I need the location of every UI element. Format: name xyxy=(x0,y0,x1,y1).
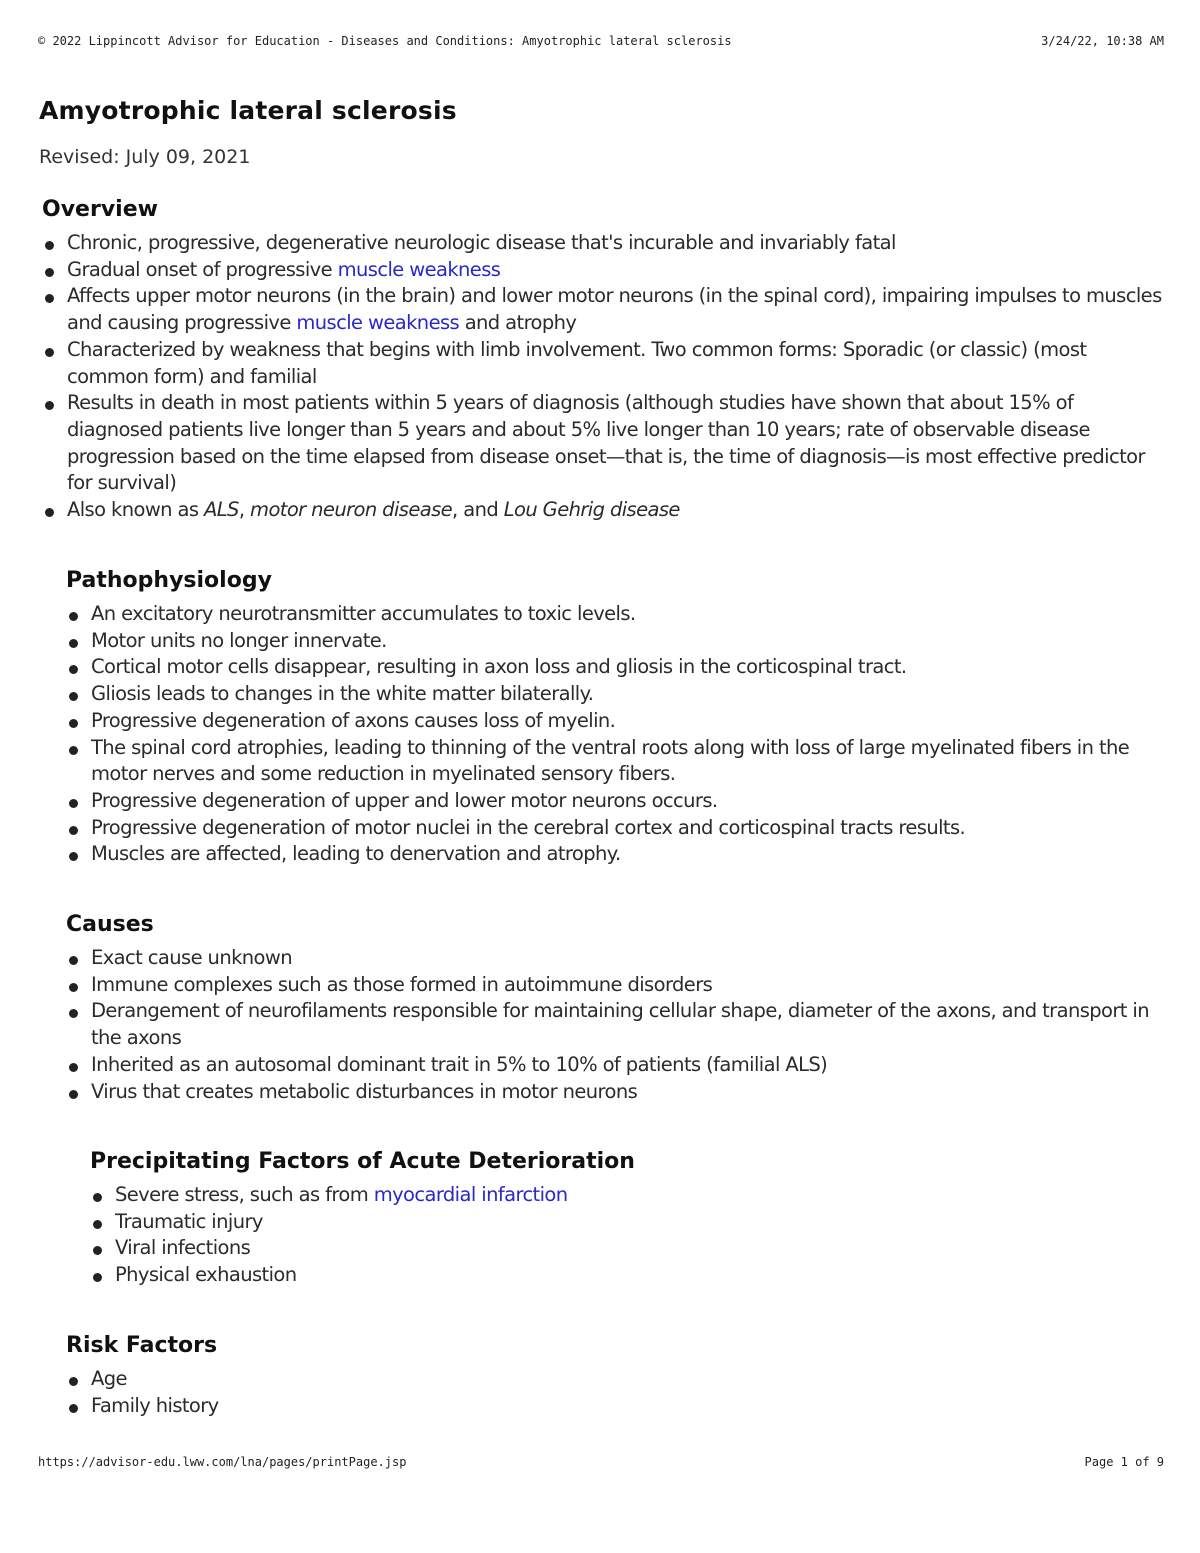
revised-date xyxy=(39,146,250,168)
alias-als: ALS xyxy=(204,498,239,522)
list-item: Viral infections xyxy=(90,1235,1160,1262)
overview-list xyxy=(42,230,1172,524)
page-number: Page 1 of 9 xyxy=(1084,1455,1164,1469)
revised-label: Revised: xyxy=(39,146,120,168)
causes-heading: Causes xyxy=(66,912,154,937)
list-item-text: and atrophy xyxy=(459,311,577,335)
muscle-weakness-link[interactable]: muscle weakness xyxy=(337,257,501,281)
pathophysiology-heading: Pathophysiology xyxy=(66,568,272,593)
page-title: Amyotrophic lateral sclerosis xyxy=(39,96,457,125)
list-item-text: Severe stress, such as from xyxy=(115,1183,374,1206)
list-item: Progressive degeneration of axons causes loss of myelin. xyxy=(66,708,1166,735)
list-item: Age xyxy=(66,1366,1166,1393)
pathophysiology-list xyxy=(66,601,1166,868)
list-item: Progressive degeneration of upper and lower motor neurons occurs. xyxy=(66,788,1166,815)
list-item: Virus that creates metabolic disturbances in motor neurons xyxy=(66,1079,1166,1106)
list-item: Gliosis leads to changes in the white matter bilaterally. xyxy=(66,681,1166,708)
causes-section xyxy=(66,912,1166,1105)
pathophysiology-section xyxy=(66,568,1166,868)
myocardial-infarction-link[interactable]: myocardial infarction xyxy=(373,1183,568,1206)
list-item-text: Results in death in most patients within 5 years of diagnosis (although studies have shown that about 15% of diagnosed patients live longer than 5 years and about 5% live longer than 10 years; rate of observable disease progression based on the time elapsed from disease onset—that is, the time of diagnosis—is most effective predictor for survival) xyxy=(67,391,1145,495)
list-item-text: Gradual onset of progressive xyxy=(67,257,338,281)
list-item-text: , and xyxy=(452,498,504,522)
overview-heading: Overview xyxy=(42,197,158,222)
list-item: Cortical motor cells disappear, resulting in axon loss and gliosis in the corticospinal tract. xyxy=(66,654,1166,681)
list-item: Motor units no longer innervate. xyxy=(66,628,1166,655)
list-item xyxy=(42,337,1172,390)
precipitating-factors-section xyxy=(90,1149,1160,1289)
risk-factors-section xyxy=(66,1333,1166,1419)
list-item xyxy=(90,1182,1160,1209)
list-item xyxy=(42,497,1172,524)
print-footer xyxy=(38,1455,1164,1473)
list-item: An excitatory neurotransmitter accumulates to toxic levels. xyxy=(66,601,1166,628)
list-item xyxy=(42,230,1172,257)
list-item-text: Characterized by weakness that begins with limb involvement. Two common forms: Sporadic (or classic) (most common form) and familial xyxy=(67,337,1087,388)
alias-lou-gehrig-disease: Lou Gehrig disease xyxy=(503,498,680,522)
muscle-weakness-link[interactable]: muscle weakness xyxy=(296,311,460,335)
list-item: Physical exhaustion xyxy=(90,1262,1160,1289)
list-item-text: Affects upper motor neurons (in the brain) and lower motor neurons (in the spinal cord), impairing impulses to muscles and causing progressive xyxy=(67,284,1162,335)
list-item xyxy=(42,283,1172,336)
list-item: Traumatic injury xyxy=(90,1209,1160,1236)
overview-section xyxy=(42,197,1172,524)
precipitating-factors-heading: Precipitating Factors of Acute Deterioration xyxy=(90,1149,635,1174)
print-header-timestamp: 3/24/22, 10:38 AM xyxy=(1041,34,1164,48)
list-item: Inherited as an autosomal dominant trait in 5% to 10% of patients (familial ALS) xyxy=(66,1052,1166,1079)
print-header-title: © 2022 Lippincott Advisor for Education - Diseases and Conditions: Amyotrophic lateral sclerosis xyxy=(38,34,732,48)
print-footer-url: https://advisor-edu.lww.com/lna/pages/printPage.jsp xyxy=(38,1455,407,1469)
revised-value: July 09, 2021 xyxy=(125,146,251,168)
causes-list xyxy=(66,945,1166,1105)
list-item-text: Chronic, progressive, degenerative neurologic disease that's incurable and invariably fatal xyxy=(67,231,896,254)
list-item: Immune complexes such as those formed in autoimmune disorders xyxy=(66,972,1166,999)
list-item xyxy=(42,390,1172,497)
list-item: Exact cause unknown xyxy=(66,945,1166,972)
risk-factors-heading: Risk Factors xyxy=(66,1333,218,1358)
list-item-text: , xyxy=(238,498,251,522)
alias-motor-neuron-disease: motor neuron disease xyxy=(250,498,453,522)
list-item: Derangement of neurofilaments responsible for maintaining cellular shape, diameter of the axons, and transport in the axons xyxy=(66,998,1166,1051)
list-item: Progressive degeneration of motor nuclei in the cerebral cortex and corticospinal tracts results. xyxy=(66,815,1166,842)
precipitating-factors-list xyxy=(90,1182,1160,1289)
list-item-text: Also known as xyxy=(67,498,205,522)
list-item: The spinal cord atrophies, leading to thinning of the ventral roots along with loss of large myelinated fibers in the motor nerves and some reduction in myelinated sensory fibers. xyxy=(66,735,1166,788)
list-item xyxy=(42,257,1172,284)
list-item: Family history xyxy=(66,1393,1166,1420)
list-item: Muscles are affected, leading to denervation and atrophy. xyxy=(66,841,1166,868)
print-header xyxy=(38,34,1164,52)
risk-factors-list xyxy=(66,1366,1166,1419)
